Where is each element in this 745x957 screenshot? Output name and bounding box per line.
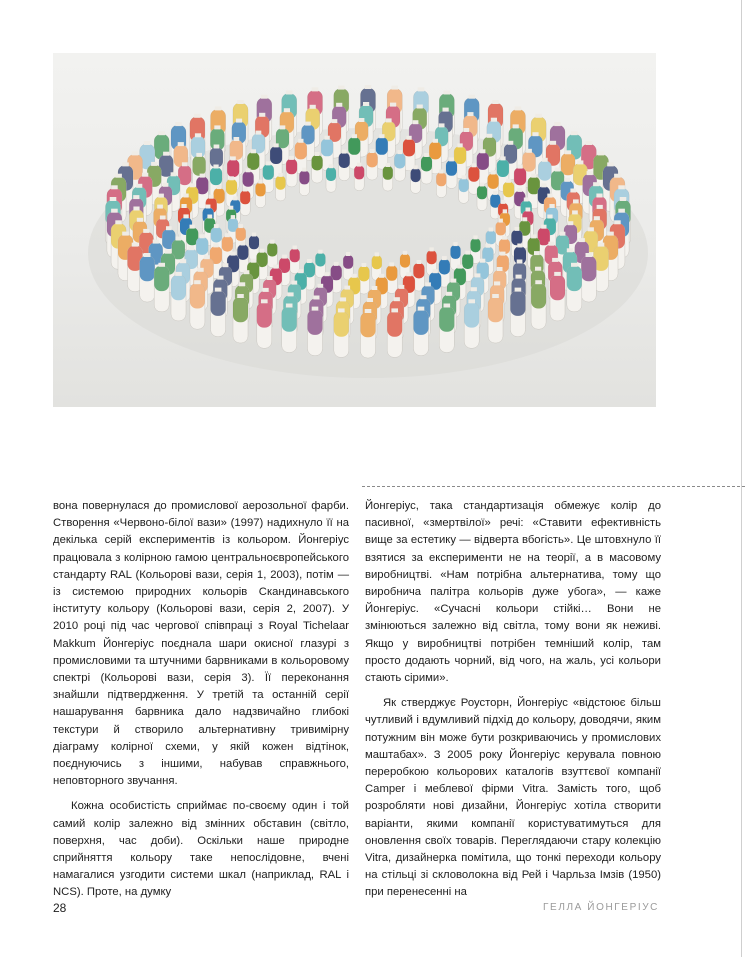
vase <box>312 152 323 183</box>
vase <box>510 288 525 337</box>
vase <box>394 150 405 181</box>
vase <box>581 253 596 302</box>
vase <box>459 175 469 203</box>
page-edge-rule <box>741 0 742 957</box>
vase <box>308 307 323 356</box>
vase <box>240 188 250 216</box>
vase <box>550 272 565 321</box>
vase <box>299 168 309 196</box>
vase <box>361 309 376 358</box>
vases-ring-illustration <box>53 53 656 407</box>
text-column-right <box>365 498 661 902</box>
vase <box>190 280 205 329</box>
vases-ring-photo <box>53 53 656 407</box>
vase <box>411 165 421 193</box>
running-head: ГЕЛЛА ЙОНГЕРІУС <box>543 902 659 913</box>
vase <box>276 173 286 201</box>
vase <box>436 170 446 198</box>
vase <box>286 156 297 187</box>
vase <box>140 253 155 302</box>
vase <box>171 272 186 321</box>
vase <box>257 299 272 348</box>
paragraph: вона повернулася до промислової аерозольної фарби. Створення «Червоно-білої вази» (1997) надихнуло її на декілька серій експериментів із кольором. Йонгеріус працювала з колірною гамою центральноєвропейського стандарту RAL (Кольорові вази, серія 1, 2003), потім — із системою природних кольорів Скандинавського інституту кольору (Кольорові вази, серія 2, 2007). У 2010 році під час чергової співпраці з Royal Tichelaar Makkum Йонгеріус поєднала шари окисної глазурі з промисловими та штучними барвниками в кольоровому спектрі (Кольорові вази, серія 3). Її переконання знайшли підтвердження. У третій та останній серії нашарування барвника дало надзвичайно глибокі текстури й створило альтернативну тривимірну діаграму колірної схеми, у якій кожен відтінок, поєднуючись з іншими, набував справжнього, неповторного звучання. <box>53 500 349 788</box>
page-number: 28 <box>53 901 67 915</box>
vase <box>414 307 429 356</box>
vase <box>354 163 364 191</box>
section-divider <box>362 486 745 487</box>
paragraph: Як стверджує Роусторн, Йонгеріус «відстоює більш чутливий і вдумливий підхід до кольору, доводячи, яким потужним він може бути розкриваючись у промислових маштабах». З 2005 року Йонгеріус керувала повною переробкою кольорових каталогів взуттєвої компанії Camper і меблевої фірми Vitra. Замість того, щоб розробляти нові дизайни, Йонгеріус хотіла створити варіанти, якими компанії користуватимуться для оновлення своїх товарів. Переглядаючи стару колекцію Vitra, дизайнерка помітила, що тонкі переходи кольору на стільці зі скловолокна від Рей і Чарльза Імзів (1950) при перенесенні на <box>365 697 661 899</box>
vase <box>464 299 479 348</box>
vase <box>233 294 248 343</box>
vase <box>282 304 297 353</box>
vase <box>488 294 503 343</box>
vase <box>421 153 432 184</box>
paragraph: Йонгеріус, така стандартизація обмежує колір до пасивної, «змертвілої» речі: «Ставити ефективність вище за естетику — відверта вбогість». Це штовхнуло її взятися за експерименти не на теорії, а в масовому виробництві. «Нам потрібна альтернатива, тому що виробнича палітра кольорів дуже убога», — каже Йонгеріус. «Сучасні кольори стійкі… Вони не змінюються залежно від світла, тому вони як неживі. Якщо у виробництві потрібен темніший колір, там просто додають чорний, від чого, на жаль, усі кольори стають сірими». <box>365 500 661 685</box>
vase <box>477 183 487 211</box>
vase <box>383 163 393 191</box>
vase <box>334 308 349 357</box>
vase <box>256 180 266 208</box>
vase <box>267 240 277 268</box>
vase <box>339 150 350 181</box>
vase <box>567 263 582 312</box>
vase <box>531 280 546 329</box>
vase <box>367 149 378 180</box>
vase <box>326 164 336 192</box>
text-column-left <box>53 498 349 902</box>
vase <box>439 304 454 353</box>
vase <box>315 250 325 278</box>
vase <box>446 157 457 188</box>
vase <box>387 308 402 357</box>
vase <box>154 263 169 312</box>
vase <box>211 288 226 337</box>
paragraph: Кожна особистість сприймає по-своєму один і той самий колір залежно від змінних обставин (світло, поверхня, час доби). Оскільки наше природне сприйняття кольору таке непослідовне, вчені намагалися узгодити системи шкал (наприклад, RAL і NCS). Проте, на думку <box>53 800 349 899</box>
